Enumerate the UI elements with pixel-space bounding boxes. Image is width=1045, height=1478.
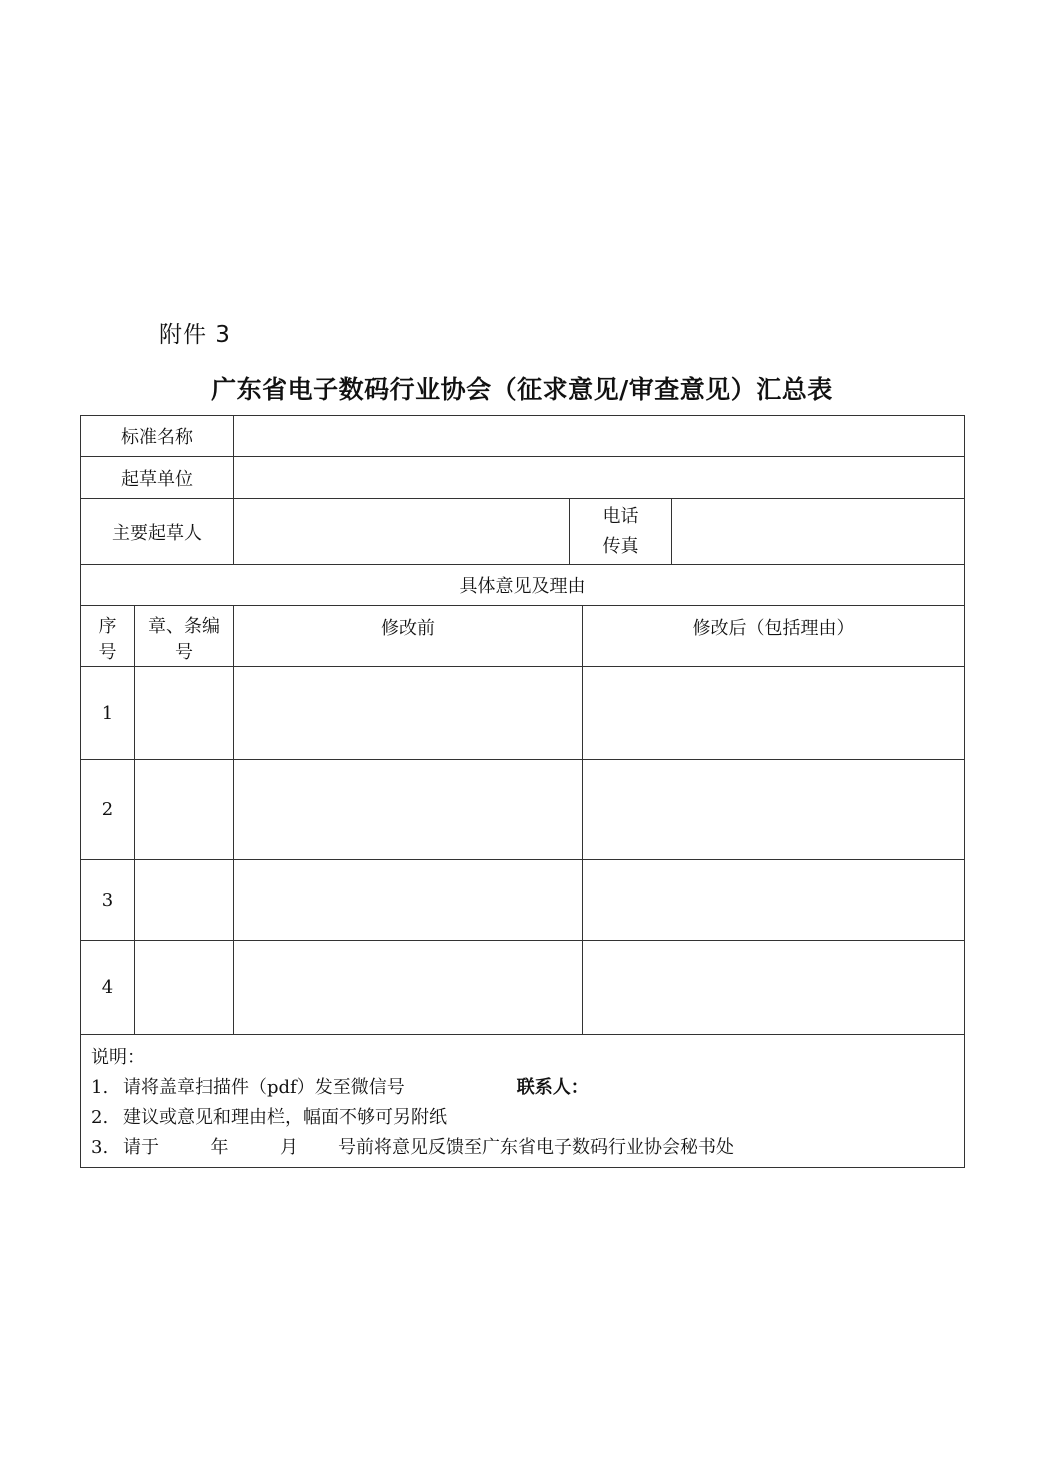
notes-row [81, 1035, 965, 1168]
note-number: 3. [91, 1137, 109, 1158]
note-text: 建议或意见和理由栏，幅面不够可另附纸 [123, 1107, 447, 1128]
row-after-cell[interactable] [583, 860, 965, 941]
comments-header-row [81, 606, 965, 667]
main-drafter-field[interactable] [234, 499, 570, 565]
row-after-cell[interactable] [583, 667, 965, 760]
clause-header [135, 606, 234, 667]
row-after-cell[interactable] [583, 941, 965, 1035]
row-clause-cell[interactable] [135, 667, 234, 760]
notes-heading: 说明： [91, 1047, 145, 1068]
seq-header-line1: 序 [98, 616, 117, 637]
row-seq: 2 [81, 760, 135, 860]
phone-fax-field[interactable] [672, 499, 965, 565]
seq-header [81, 606, 135, 667]
table-row [81, 860, 965, 941]
document-title: 广东省电子数码行业协会（征求意见/审查意见）汇总表 [211, 375, 833, 404]
row-clause-cell[interactable] [135, 860, 234, 941]
summary-form-table [80, 415, 965, 1168]
after-header: 修改后（包括理由） [583, 606, 965, 667]
row-before-cell[interactable] [234, 941, 583, 1035]
drafting-unit-label: 起草单位 [81, 457, 234, 499]
row-clause-cell[interactable] [135, 760, 234, 860]
section-heading-row [81, 565, 965, 606]
drafting-unit-field[interactable] [234, 457, 965, 499]
table-row [81, 760, 965, 860]
section-heading: 具体意见及理由 [81, 565, 965, 606]
row-before-cell[interactable] [234, 760, 583, 860]
phone-fax-label [570, 499, 672, 565]
before-header: 修改前 [234, 606, 583, 667]
note-number: 2. [91, 1107, 109, 1128]
row-seq: 1 [81, 667, 135, 760]
attachment-label: 附件 3 [159, 322, 231, 348]
row-before-cell[interactable] [234, 860, 583, 941]
note-item [91, 1073, 954, 1103]
drafting-unit-row [81, 457, 965, 499]
note-item [91, 1103, 954, 1133]
main-drafter-label: 主要起草人 [81, 499, 234, 565]
table-row [81, 667, 965, 760]
row-before-cell[interactable] [234, 667, 583, 760]
note-item [91, 1133, 954, 1163]
row-clause-cell[interactable] [135, 941, 234, 1035]
fax-label: 传真 [602, 535, 639, 557]
row-seq: 3 [81, 860, 135, 941]
table-row [81, 941, 965, 1035]
note-number: 1. [91, 1077, 109, 1098]
row-after-cell[interactable] [583, 760, 965, 860]
clause-header-line2: 号 [175, 642, 193, 663]
notes-cell [81, 1035, 965, 1168]
note-text: 请于 年 月 号前将意见反馈至广东省电子数码行业协会秘书处 [123, 1137, 735, 1158]
note-text: 请将盖章扫描件（pdf）发至微信号 [123, 1077, 405, 1098]
standard-name-label: 标准名称 [81, 416, 234, 457]
main-drafter-row [81, 499, 965, 565]
clause-header-line1: 章、条编 [148, 616, 220, 637]
seq-header-line2: 号 [98, 642, 117, 663]
standard-name-field[interactable] [234, 416, 965, 457]
phone-label: 电话 [602, 505, 639, 527]
standard-name-row [81, 416, 965, 457]
contact-label: 联系人： [516, 1077, 589, 1098]
row-seq: 4 [81, 941, 135, 1035]
